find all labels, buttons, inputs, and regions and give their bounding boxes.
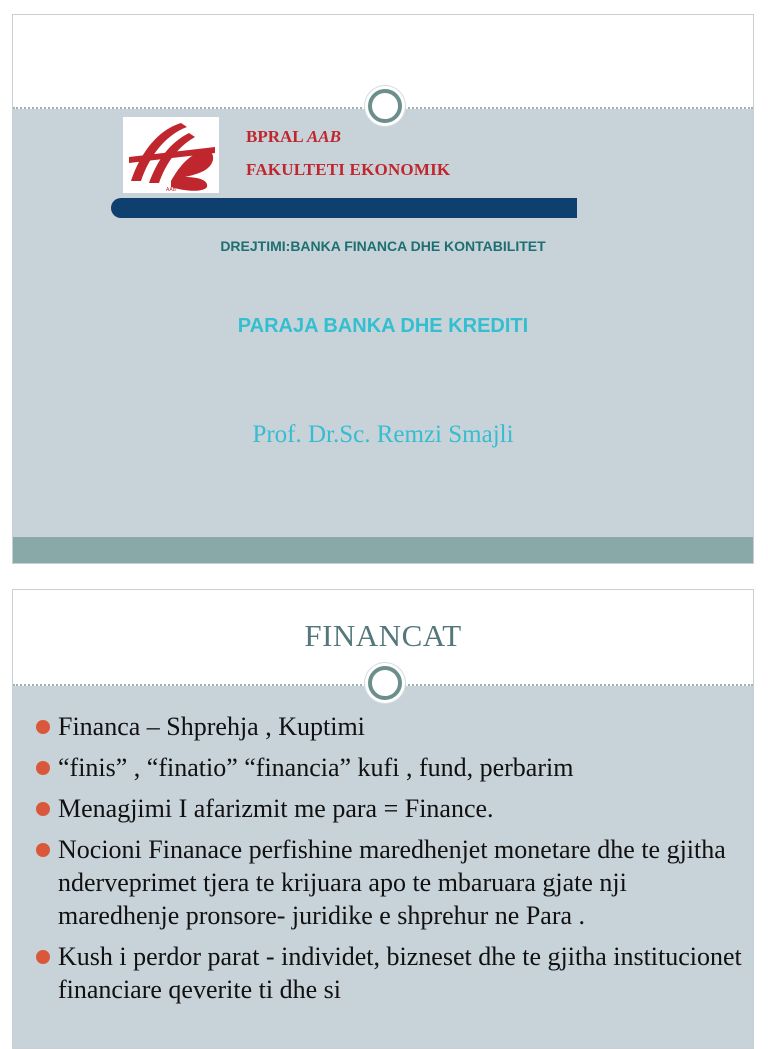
bullet-item bbox=[33, 833, 743, 932]
aab-logo-icon bbox=[123, 117, 219, 193]
faculty-name: FAKULTETI EKONOMIK bbox=[246, 160, 451, 179]
logo-caption: AAB bbox=[165, 187, 177, 193]
bullet-item bbox=[33, 751, 743, 784]
bullet-text: Financa – Shprehja , Kuptimi bbox=[58, 712, 365, 741]
bullet-item bbox=[33, 940, 743, 1006]
content-slide bbox=[12, 589, 754, 1049]
university-logo bbox=[123, 117, 219, 193]
course-title: PARAJA BANKA DHE KREDITI bbox=[237, 315, 529, 337]
org-name bbox=[246, 127, 341, 147]
professor-name: Prof. Dr.Sc. Remzi Smajli bbox=[252, 421, 514, 448]
bullet-text: Nocioni Finanace perfishine maredhenjet monetare dhe te gjitha nderveprimet tjera te krijuara apo te mbaruara gjate nji maredhenje pronsore- juridike e shprehur ne Para . bbox=[58, 835, 726, 930]
bullet-dot-icon bbox=[36, 950, 50, 964]
bullet-dot-icon bbox=[36, 761, 50, 775]
ring-ornament-icon bbox=[368, 89, 402, 123]
navy-accent-bar bbox=[111, 198, 577, 218]
slide-title: FINANCAT bbox=[304, 618, 462, 653]
org-name-text: BPRAL bbox=[246, 127, 303, 146]
department-label: DREJTIMI:BANKA FINANCA DHE KONTABILITET bbox=[220, 238, 546, 254]
bullet-text: “finis” , “finatio” “financia” kufi , fund, perbarim bbox=[58, 753, 574, 782]
bullet-text: Kush i perdor parat - individet, bizneset dhe te gjitha institucionet financiare qeverite ti dhe si bbox=[58, 942, 742, 1004]
bullet-text: Menagjimi I afarizmit me para = Finance. bbox=[58, 794, 494, 823]
bullet-dot-icon bbox=[36, 720, 50, 734]
org-suffix: AAB bbox=[306, 127, 341, 146]
ring-ornament-icon bbox=[368, 666, 402, 700]
bullet-dot-icon bbox=[36, 843, 50, 857]
bottom-band bbox=[13, 537, 753, 564]
bullet-item bbox=[33, 792, 743, 825]
bullet-list bbox=[33, 710, 743, 1014]
title-slide bbox=[12, 14, 754, 564]
bullet-item bbox=[33, 710, 743, 743]
bullet-dot-icon bbox=[36, 802, 50, 816]
